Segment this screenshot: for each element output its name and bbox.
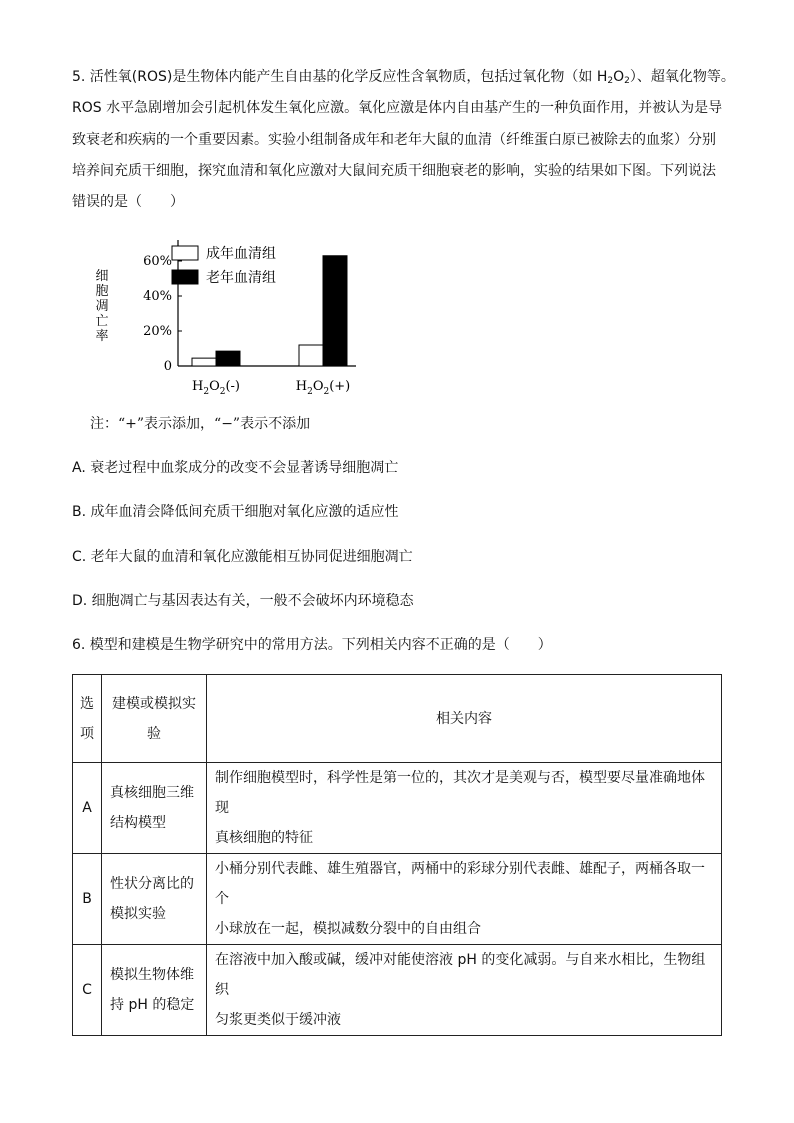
q6-stem: 6. 模型和建模是生物学研究中的常用方法。下列相关内容不正确的是（ ） — [72, 637, 552, 653]
y-axis-label-char: 细 — [95, 269, 109, 284]
header-content: 相关内容 — [207, 675, 722, 763]
table-row — [73, 945, 722, 1036]
option-d: D. 细胞凋亡与基因表达有关，一般不会破坏内环境稳态 — [72, 593, 414, 609]
q5-line-2: ROS 水平急剧增加会引起机体发生氧化应激。氧化应激是体内自由基产生的一种负面作用，并被认为是导 — [72, 100, 723, 116]
q5-line-4: 培养间充质干细胞，探究血清和氧化应激对大鼠间充质干细胞衰老的影响，实验的结果如下图。下列说法 — [72, 163, 716, 179]
bar-adult — [192, 358, 216, 366]
apoptosis-bar-chart — [88, 228, 388, 404]
y-axis-label-char: 亡 — [95, 314, 109, 329]
q6-table — [72, 674, 722, 1036]
header-option: 选 项 — [73, 675, 102, 763]
header-model: 建模或模拟实 验 — [102, 675, 207, 763]
y-axis-label-char: 胞 — [95, 284, 109, 299]
legend-swatch — [172, 246, 198, 260]
q5-line-3: 致衰老和疾病的一个重要因素。实验小组制备成年和老年大鼠的血清（纤维蛋白原已被除去的血浆）分别 — [72, 132, 716, 148]
y-axis-label-char: 凋 — [95, 299, 109, 314]
row-option: A — [73, 763, 102, 854]
y-tick-label: 60% — [143, 254, 172, 269]
bar-adult — [299, 345, 323, 366]
option-a: A. 衰老过程中血浆成分的改变不会显著诱导细胞凋亡 — [72, 460, 399, 476]
bar-elderly — [323, 256, 347, 366]
row-model: 真核细胞三维 结构模型 — [102, 763, 207, 854]
option-c: C. 老年大鼠的血清和氧化应激能相互协同促进细胞凋亡 — [72, 549, 413, 565]
y-axis-label-char: 率 — [95, 329, 109, 344]
table-row — [73, 763, 722, 854]
table-row — [73, 854, 722, 945]
legend-label: 老年血清组 — [206, 270, 276, 286]
x-tick-label: $H_2O_2(+)$ — [295, 379, 351, 397]
option-b: B. 成年血清会降低间充质干细胞对氧化应激的适应性 — [72, 504, 399, 520]
y-tick-label: 40% — [143, 289, 172, 304]
row-model: 模拟生物体维 持 pH 的稳定 — [102, 945, 207, 1036]
legend-label: 成年血清组 — [206, 246, 276, 262]
table-header-row — [73, 675, 722, 763]
row-content: 制作细胞模型时，科学性是第一位的，其次才是美观与否，模型要尽量准确地体现 真核细胞的特征 — [207, 763, 722, 854]
y-tick-label: 0 — [163, 359, 172, 374]
chart-note: 注：“+”表示添加，“−”表示不添加 — [90, 416, 311, 432]
q5-line-5: 错误的是（ ） — [72, 194, 184, 210]
row-option: C — [73, 945, 102, 1036]
y-tick-label: 20% — [143, 324, 172, 339]
row-model: 性状分离比的 模拟实验 — [102, 854, 207, 945]
row-content: 在溶液中加入酸或碱，缓冲对能使溶液 pH 的变化减弱。与自来水相比，生物组织 匀浆更类似于缓冲液 — [207, 945, 722, 1036]
q5-line-1: 5. 活性氧(ROS)是生物体内能产生自由基的化学反应性含氧物质，包括过氧化物（如 $H_2O_2$）、超氧化物等。 — [72, 69, 735, 86]
bar-elderly — [216, 351, 240, 366]
row-content: 小桶分别代表雌、雄生殖器官，两桶中的彩球分别代表雌、雄配子，两桶各取一个 小球放在一起，模拟减数分裂中的自由组合 — [207, 854, 722, 945]
row-option: B — [73, 854, 102, 945]
x-tick-label: $H_2O_2(-)$ — [191, 379, 241, 397]
legend-swatch — [172, 270, 198, 284]
